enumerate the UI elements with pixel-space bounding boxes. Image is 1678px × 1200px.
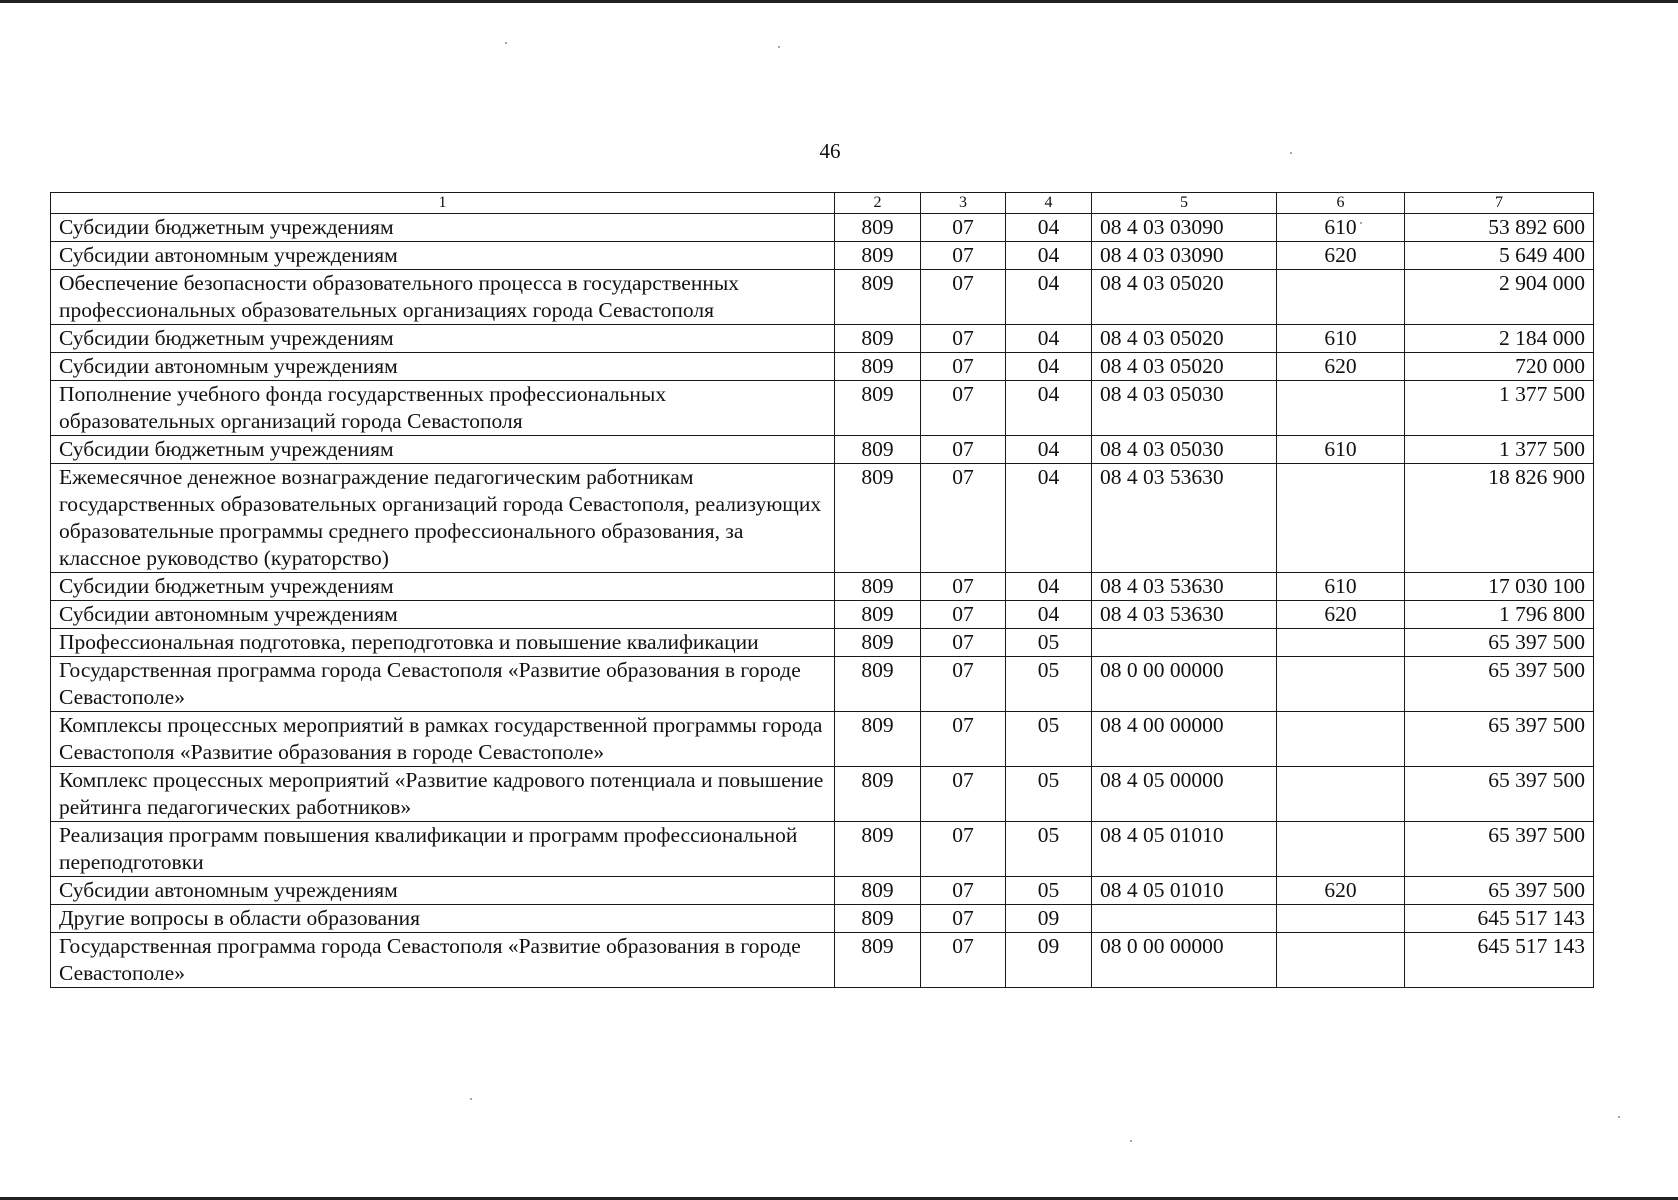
table-row (51, 601, 1594, 629)
row-col-5: 08 4 03 53630 (1092, 464, 1277, 573)
row-col-3: 07 (921, 712, 1006, 767)
row-col-3: 07 (921, 214, 1006, 242)
row-amount: 17 030 100 (1405, 573, 1594, 601)
row-col-4: 05 (1006, 767, 1092, 822)
row-amount: 2 184 000 (1405, 325, 1594, 353)
table-row (51, 629, 1594, 657)
row-col-3: 07 (921, 573, 1006, 601)
row-col-5: 08 4 03 05030 (1092, 381, 1277, 436)
scan-speck (1360, 222, 1362, 224)
row-col-4: 04 (1006, 270, 1092, 325)
row-col-5: 08 4 00 00000 (1092, 712, 1277, 767)
row-amount: 65 397 500 (1405, 712, 1594, 767)
row-col-6: 610 (1277, 325, 1405, 353)
row-col-2: 809 (835, 601, 921, 629)
row-col-4: 04 (1006, 601, 1092, 629)
row-col-2: 809 (835, 877, 921, 905)
scan-border-top (0, 0, 1678, 3)
row-col-2: 809 (835, 905, 921, 933)
row-col-4: 05 (1006, 629, 1092, 657)
row-col-4: 04 (1006, 573, 1092, 601)
row-col-6 (1277, 822, 1405, 877)
budget-table (50, 192, 1594, 988)
row-col-4: 04 (1006, 381, 1092, 436)
row-col-2: 809 (835, 573, 921, 601)
row-name: Субсидии бюджетным учреждениям (51, 214, 835, 242)
row-amount: 2 904 000 (1405, 270, 1594, 325)
row-col-2: 809 (835, 933, 921, 988)
table-row (51, 325, 1594, 353)
header-col-6: 6 (1277, 193, 1405, 214)
row-col-3: 07 (921, 325, 1006, 353)
row-col-5: 08 4 03 05020 (1092, 353, 1277, 381)
header-col-4: 4 (1006, 193, 1092, 214)
row-col-3: 07 (921, 877, 1006, 905)
row-col-6 (1277, 657, 1405, 712)
row-col-4: 04 (1006, 325, 1092, 353)
row-name: Реализация программ повышения квалификации и программ профессиональной переподготовки (51, 822, 835, 877)
row-col-2: 809 (835, 712, 921, 767)
row-col-6: 610 (1277, 573, 1405, 601)
table-row (51, 657, 1594, 712)
row-amount: 65 397 500 (1405, 629, 1594, 657)
row-col-3: 07 (921, 933, 1006, 988)
row-amount: 65 397 500 (1405, 877, 1594, 905)
row-col-4: 05 (1006, 712, 1092, 767)
row-col-4: 05 (1006, 657, 1092, 712)
row-col-3: 07 (921, 905, 1006, 933)
row-col-2: 809 (835, 381, 921, 436)
scan-speck (778, 46, 780, 48)
row-col-6: 620 (1277, 601, 1405, 629)
scan-speck (470, 1098, 472, 1100)
row-col-2: 809 (835, 242, 921, 270)
row-amount: 1 796 800 (1405, 601, 1594, 629)
row-col-6 (1277, 464, 1405, 573)
row-col-6: 620 (1277, 242, 1405, 270)
row-col-2: 809 (835, 767, 921, 822)
row-col-6 (1277, 905, 1405, 933)
table-row (51, 242, 1594, 270)
header-col-1: 1 (51, 193, 835, 214)
row-col-2: 809 (835, 214, 921, 242)
row-name: Государственная программа города Севастополя «Развитие образования в городе Севастополе» (51, 933, 835, 988)
row-col-5: 08 4 03 53630 (1092, 601, 1277, 629)
row-col-5: 08 4 05 01010 (1092, 877, 1277, 905)
row-col-2: 809 (835, 464, 921, 573)
row-amount: 645 517 143 (1405, 933, 1594, 988)
row-col-3: 07 (921, 436, 1006, 464)
row-col-4: 05 (1006, 822, 1092, 877)
row-name: Субсидии автономным учреждениям (51, 242, 835, 270)
row-col-5: 08 4 03 53630 (1092, 573, 1277, 601)
table-row (51, 381, 1594, 436)
row-name: Субсидии автономным учреждениям (51, 353, 835, 381)
header-col-3: 3 (921, 193, 1006, 214)
row-col-6 (1277, 629, 1405, 657)
row-col-6: 610 (1277, 214, 1405, 242)
row-amount: 1 377 500 (1405, 436, 1594, 464)
row-col-5: 08 0 00 00000 (1092, 933, 1277, 988)
row-col-6 (1277, 381, 1405, 436)
row-col-5: 08 4 03 05020 (1092, 270, 1277, 325)
header-col-7: 7 (1405, 193, 1594, 214)
row-col-2: 809 (835, 436, 921, 464)
row-amount: 53 892 600 (1405, 214, 1594, 242)
row-col-4: 09 (1006, 933, 1092, 988)
row-col-6: 620 (1277, 353, 1405, 381)
table-row (51, 905, 1594, 933)
row-name: Комплекс процессных мероприятий «Развитие кадрового потенциала и повышение рейтинга педагогических работников» (51, 767, 835, 822)
table-row (51, 270, 1594, 325)
page-number: 46 (819, 139, 841, 163)
row-amount: 65 397 500 (1405, 822, 1594, 877)
row-name: Профессиональная подготовка, переподготовка и повышение квалификации (51, 629, 835, 657)
scan-speck (505, 42, 507, 44)
row-col-6: 620 (1277, 877, 1405, 905)
row-col-4: 04 (1006, 353, 1092, 381)
row-name: Пополнение учебного фонда государственных профессиональных образовательных организаций города Севастополя (51, 381, 835, 436)
row-name: Субсидии бюджетным учреждениям (51, 436, 835, 464)
row-name: Комплексы процессных мероприятий в рамках государственной программы города Севастополя «Развитие образования в городе Севастополе» (51, 712, 835, 767)
table-row (51, 822, 1594, 877)
scan-speck (1130, 1140, 1132, 1142)
row-col-2: 809 (835, 270, 921, 325)
row-col-2: 809 (835, 629, 921, 657)
row-name: Субсидии бюджетным учреждениям (51, 573, 835, 601)
row-col-4: 05 (1006, 877, 1092, 905)
row-col-5: 08 4 03 05030 (1092, 436, 1277, 464)
row-name: Другие вопросы в области образования (51, 905, 835, 933)
row-col-4: 04 (1006, 464, 1092, 573)
table-row (51, 436, 1594, 464)
row-col-5: 08 4 05 01010 (1092, 822, 1277, 877)
row-col-6 (1277, 270, 1405, 325)
row-col-5: 08 4 05 00000 (1092, 767, 1277, 822)
row-col-5 (1092, 629, 1277, 657)
row-col-4: 04 (1006, 242, 1092, 270)
scan-speck (1290, 152, 1292, 154)
row-col-3: 07 (921, 381, 1006, 436)
header-row (51, 193, 1594, 214)
row-col-2: 809 (835, 353, 921, 381)
header-col-5: 5 (1092, 193, 1277, 214)
header-col-2: 2 (835, 193, 921, 214)
table-row (51, 573, 1594, 601)
row-col-3: 07 (921, 767, 1006, 822)
row-col-6 (1277, 712, 1405, 767)
row-col-4: 04 (1006, 214, 1092, 242)
row-col-2: 809 (835, 822, 921, 877)
table-row (51, 464, 1594, 573)
row-col-6: 610 (1277, 436, 1405, 464)
row-col-3: 07 (921, 464, 1006, 573)
row-col-3: 07 (921, 657, 1006, 712)
table-row (51, 353, 1594, 381)
table-row (51, 214, 1594, 242)
table-body (51, 214, 1594, 988)
table-row (51, 933, 1594, 988)
row-col-3: 07 (921, 822, 1006, 877)
row-amount: 65 397 500 (1405, 767, 1594, 822)
row-col-2: 809 (835, 657, 921, 712)
row-col-3: 07 (921, 601, 1006, 629)
row-amount: 1 377 500 (1405, 381, 1594, 436)
table-row (51, 877, 1594, 905)
table-row (51, 712, 1594, 767)
row-col-5 (1092, 905, 1277, 933)
row-col-3: 07 (921, 242, 1006, 270)
scan-speck (1618, 1116, 1620, 1118)
row-amount: 18 826 900 (1405, 464, 1594, 573)
row-col-6 (1277, 933, 1405, 988)
row-col-5: 08 4 03 05020 (1092, 325, 1277, 353)
row-amount: 5 649 400 (1405, 242, 1594, 270)
row-col-5: 08 4 03 03090 (1092, 242, 1277, 270)
row-name: Ежемесячное денежное вознаграждение педагогическим работникам государственных образовательных организаций города Севастополя, реализующих образовательные программы среднего профессионального образования, за классное руководство (кураторство) (51, 464, 835, 573)
row-col-5: 08 4 03 03090 (1092, 214, 1277, 242)
table-row (51, 767, 1594, 822)
row-name: Субсидии автономным учреждениям (51, 601, 835, 629)
row-col-3: 07 (921, 270, 1006, 325)
row-amount: 720 000 (1405, 353, 1594, 381)
row-col-4: 04 (1006, 436, 1092, 464)
row-col-3: 07 (921, 353, 1006, 381)
row-amount: 645 517 143 (1405, 905, 1594, 933)
row-name: Обеспечение безопасности образовательного процесса в государственных профессиональных образовательных организациях города Севастополя (51, 270, 835, 325)
row-col-5: 08 0 00 00000 (1092, 657, 1277, 712)
row-name: Субсидии бюджетным учреждениям (51, 325, 835, 353)
row-col-2: 809 (835, 325, 921, 353)
row-col-3: 07 (921, 629, 1006, 657)
row-col-6 (1277, 767, 1405, 822)
row-name: Субсидии автономным учреждениям (51, 877, 835, 905)
row-name: Государственная программа города Севастополя «Развитие образования в городе Севастополе» (51, 657, 835, 712)
row-amount: 65 397 500 (1405, 657, 1594, 712)
row-col-4: 09 (1006, 905, 1092, 933)
